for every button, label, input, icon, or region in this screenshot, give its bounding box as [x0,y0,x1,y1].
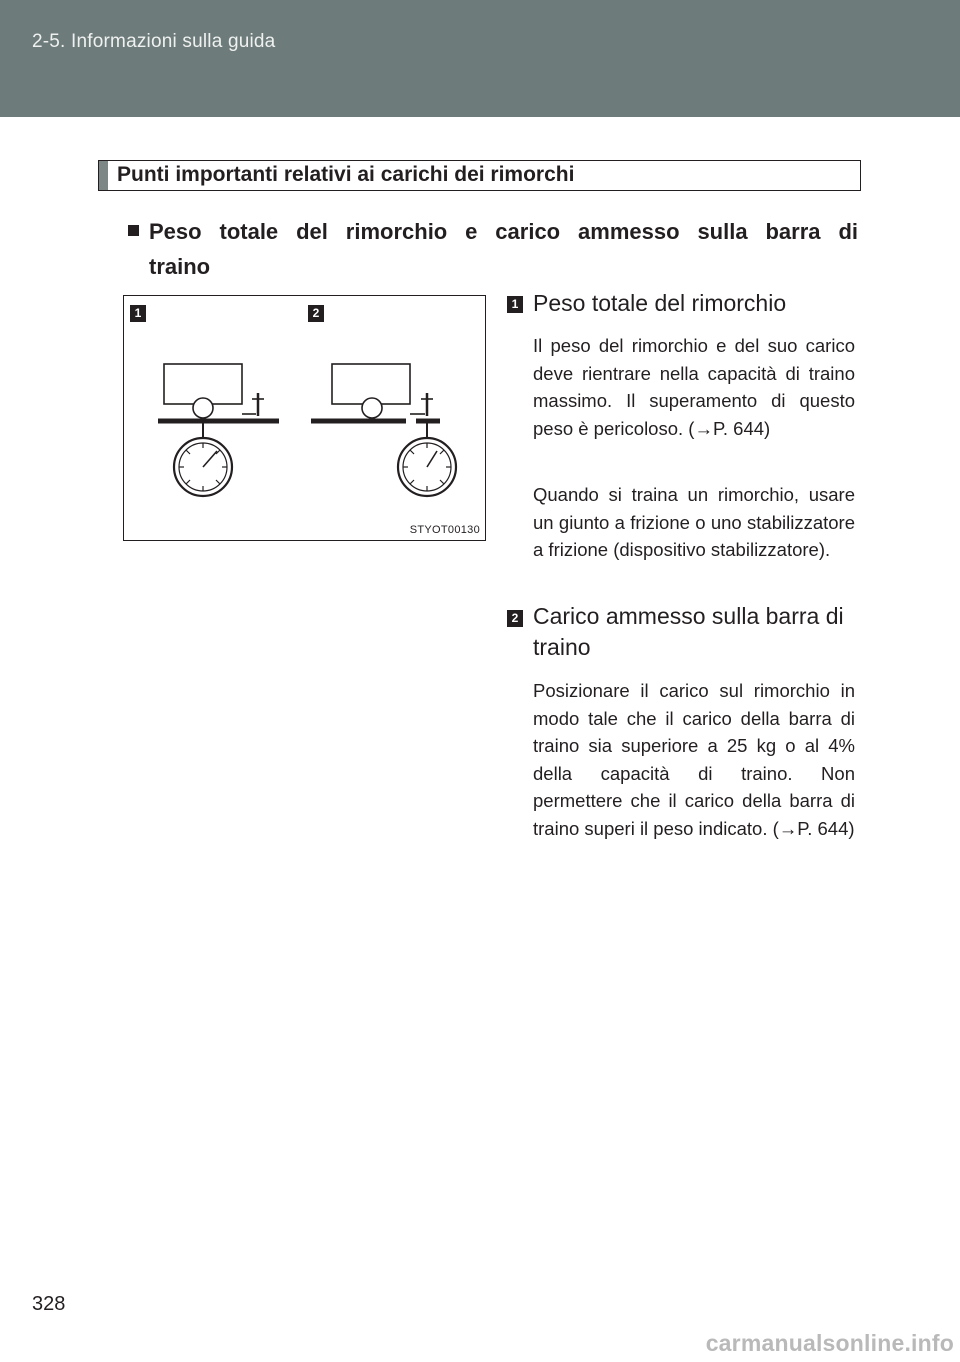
item-1-paragraph-2: Quando si traina un rimorchio, usare un giunto a frizione o uno stabilizzatore a frizione (dispositivo stabilizzatore). [533,484,855,560]
dial-needle-right [427,451,437,467]
figure-badge-1: 1 [130,305,146,322]
page-number: 328 [32,1293,66,1315]
item-title-1: Peso totale del rimorchio [533,290,787,316]
item-badge-1: 1 [507,296,523,313]
section-title: Punti importanti relativi ai carichi dei rimorchi [117,163,575,186]
section-title-box [98,160,861,191]
trailer-scale-illustration [124,296,487,542]
section-title-bar [99,161,108,190]
square-bullet-icon [128,225,139,236]
subheading-text: Peso totale del rimorchio e carico ammesso sulla barra di traino [149,219,858,279]
watermark: carmanualsonline.info [705,1330,954,1356]
subheading [128,214,858,284]
chapter-title: 2-5. Informazioni sulla guida [32,31,276,52]
trailer-weight-figure [123,295,486,541]
trailer-wheel-right [362,398,382,418]
page-header [0,0,960,117]
item-badge-2: 2 [507,610,523,627]
item-2-paragraph-1: Posizionare il carico sul rimorchio in modo tale che il carico della barra di traino sia superiore a 25 kg o al 4% della capacità di traino. Non permettere che il carico della barra di traino superi il peso indicato. (→P. 644) [533,680,855,839]
item-title-2: Carico ammesso sulla barra di traino [533,603,844,660]
dial-needle-left [203,451,217,467]
trailer-wheel-left [193,398,213,418]
item-1-paragraph-1: Il peso del rimorchio e del suo carico deve rientrare nella capacità di traino massimo. Il superamento di questo peso è pericoloso. (→P. 644) [533,335,855,439]
figure-code: STYOT00130 [409,524,480,536]
figure-badge-2: 2 [308,305,324,322]
